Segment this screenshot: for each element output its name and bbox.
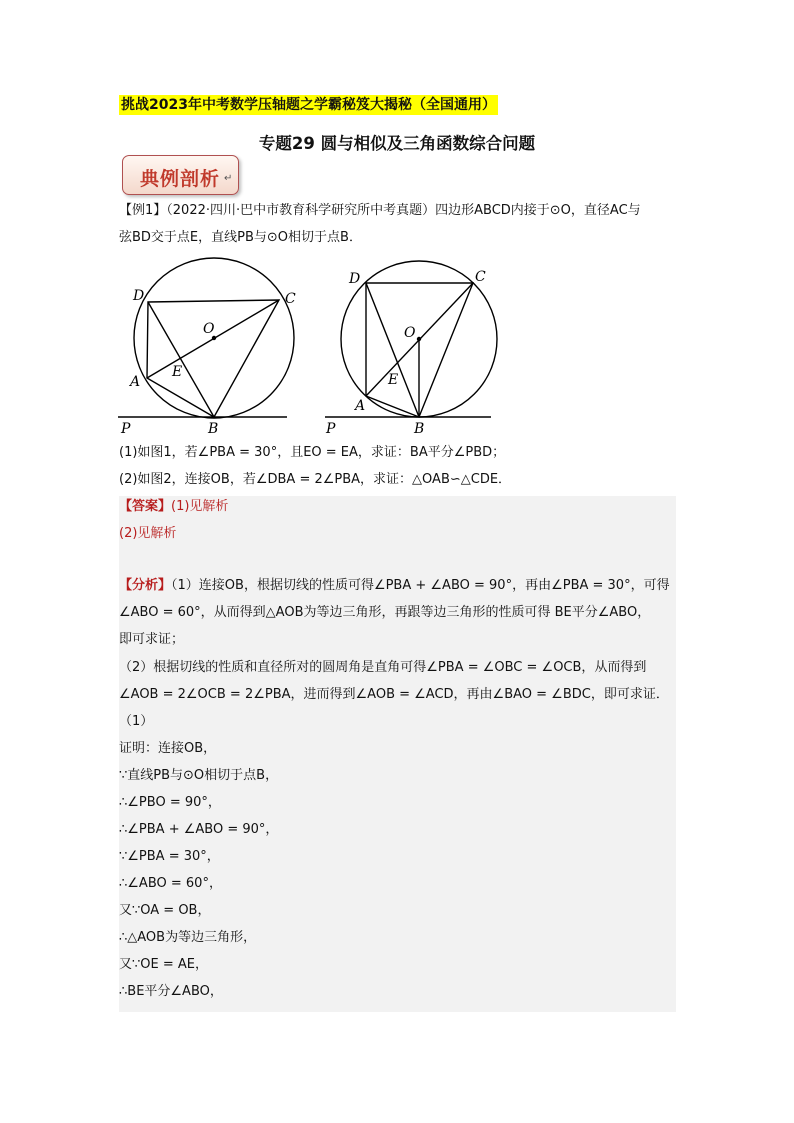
label-p-fig1: P <box>121 421 131 435</box>
topic-title: 专题29 圆与相似及三角函数综合问题 <box>258 134 536 153</box>
figure-2 <box>318 255 508 435</box>
center-point-fig2 <box>417 337 421 341</box>
analysis-line-2: ∠ABO = 60°，从而得到△AOB为等边三角形，再跟等边三角形的性质可得 BE平分∠ABO， <box>119 605 651 620</box>
proof-step-1: 证明：连接OB， <box>119 741 217 756</box>
proof-step-6: ∴∠ABO = 60°， <box>119 876 222 891</box>
label-o-fig1: O <box>203 321 215 337</box>
section-badge <box>122 155 239 195</box>
series-title: 挑战2023年中考数学压轴题之学霸秘笈大揭秘（全国通用） <box>121 97 496 113</box>
proof-part-label: （1） <box>119 714 154 729</box>
analysis-tag: 【分析】 <box>119 578 172 593</box>
proof-step-4: ∴∠PBA + ∠ABO = 90°， <box>119 822 279 837</box>
proof-step-3: ∴∠PBO = 90°， <box>119 795 221 810</box>
proof-step-10: ∴BE平分∠ABO， <box>119 984 223 999</box>
proof-step-5: ∵∠PBA = 30°， <box>119 849 220 864</box>
problem-line-1: 【例1】（2022·四川·巴中市教育科学研究所中考真题）四边形ABCD内接于⊙O，直径AC与 <box>119 203 641 218</box>
question-2: (2)如图2，连接OB，若∠DBA = 2∠PBA，求证：△OAB∽△CDE． <box>119 472 512 487</box>
analysis-line-4: （2）根据切线的性质和直径所对的圆周角是直角可得∠PBA = ∠OBC = ∠OCB，从而得到 <box>119 660 647 675</box>
proof-step-9: 又∵OE = AE， <box>119 957 208 972</box>
label-d-fig2: D <box>349 271 361 287</box>
analysis-line-3: 即可求证； <box>119 632 185 647</box>
label-a-fig2: A <box>355 398 366 414</box>
label-e-fig1: E <box>172 364 183 380</box>
proof-step-8: ∴△AOB为等边三角形， <box>119 930 257 945</box>
chord-bd-fig1 <box>148 302 214 417</box>
analysis-line-5: ∠AOB = 2∠OCB = 2∠PBA，进而得到∠AOB = ∠ACD，再由∠BAO = ∠BDC，即可求证． <box>119 687 669 702</box>
quad-abcd-fig1 <box>147 300 279 417</box>
question-1: (1)如图1，若∠PBA = 30°，且EO = EA，求证：BA平分∠PBD； <box>119 445 506 460</box>
answer-2: (2)见解析 <box>119 526 177 541</box>
badge-label: 典例剖析 <box>140 168 221 190</box>
label-e-fig2: E <box>388 372 399 388</box>
label-c-fig1: C <box>285 291 296 307</box>
label-p-fig2: P <box>326 421 336 435</box>
paragraph-mark: ↵ <box>224 173 233 184</box>
problem-line-2: 弦BD交于点E，直线PB与⊙O相切于点B． <box>119 230 362 245</box>
proof-step-7: 又∵OA = OB， <box>119 903 211 918</box>
answer-line-1 <box>119 498 228 516</box>
label-o-fig2: O <box>404 325 416 341</box>
label-d-fig1: D <box>133 288 145 304</box>
analysis-line-1 <box>119 577 670 595</box>
label-a-fig1: A <box>130 374 141 390</box>
figure-1 <box>110 255 310 435</box>
proof-step-2: ∵直线PB与⊙O相切于点B， <box>119 768 279 783</box>
label-b-fig1: B <box>208 421 219 435</box>
chord-bd-fig2 <box>366 283 419 417</box>
answer-1: (1)见解析 <box>171 499 229 514</box>
analysis-text-1: （1）连接OB，根据切线的性质可得∠PBA + ∠ABO = 90°，再由∠PBA = 30°，可得 <box>171 578 670 593</box>
label-b-fig2: B <box>414 421 425 435</box>
answer-tag: 【答案】 <box>119 499 172 514</box>
label-c-fig2: C <box>475 269 486 285</box>
